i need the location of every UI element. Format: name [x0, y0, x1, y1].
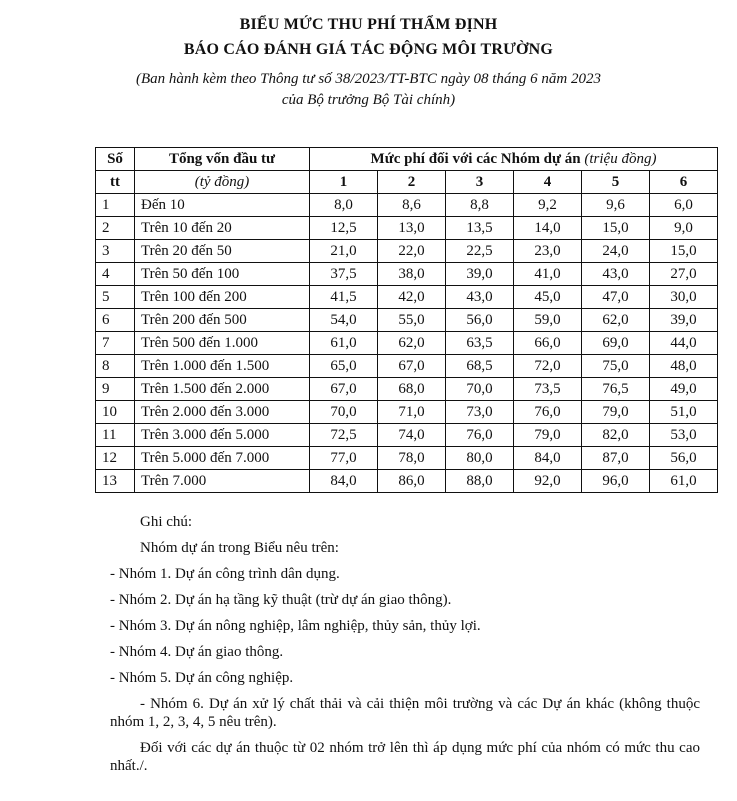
- fee-cell-group-4: 66,0: [514, 332, 582, 355]
- fee-cell-group-4: 79,0: [514, 424, 582, 447]
- table-row: [96, 401, 718, 424]
- header-group-6: 6: [650, 171, 718, 194]
- row-range: Trên 7.000: [135, 470, 310, 493]
- fee-cell-group-6: 49,0: [650, 378, 718, 401]
- header-stt-sub: [96, 171, 135, 194]
- fee-cell-group-1: 77,0: [310, 447, 378, 470]
- fee-cell-group-2: 68,0: [378, 378, 446, 401]
- fee-cell-group-3: 22,5: [446, 240, 514, 263]
- row-stt: 10: [96, 401, 135, 424]
- fee-cell-group-5: 9,6: [582, 194, 650, 217]
- notes-heading: Ghi chú:: [140, 514, 193, 530]
- fee-table-body: [96, 194, 718, 493]
- fee-cell-group-6: 51,0: [650, 401, 718, 424]
- fee-cell-group-2: 42,0: [378, 286, 446, 309]
- table-row: [96, 447, 718, 470]
- fee-cell-group-3: 43,0: [446, 286, 514, 309]
- header-fee-label: Mức phí đối với các Nhóm dự án: [370, 150, 581, 167]
- fee-cell-group-2: 86,0: [378, 470, 446, 493]
- fee-cell-group-3: 56,0: [446, 309, 514, 332]
- fee-cell-group-4: 84,0: [514, 447, 582, 470]
- fee-cell-group-1: 21,0: [310, 240, 378, 263]
- fee-cell-group-3: 68,5: [446, 355, 514, 378]
- fee-cell-group-1: 37,5: [310, 263, 378, 286]
- row-range: Trên 500 đến 1.000: [135, 332, 310, 355]
- fee-cell-group-6: 61,0: [650, 470, 718, 493]
- header-range: [135, 148, 310, 171]
- row-range: Trên 100 đến 200: [135, 286, 310, 309]
- row-stt: 12: [96, 447, 135, 470]
- fee-cell-group-3: 13,5: [446, 217, 514, 240]
- fee-cell-group-1: 8,0: [310, 194, 378, 217]
- fee-cell-group-3: 70,0: [446, 378, 514, 401]
- fee-cell-group-4: 92,0: [514, 470, 582, 493]
- row-stt: 6: [96, 309, 135, 332]
- fee-cell-group-5: 96,0: [582, 470, 650, 493]
- row-stt: 11: [96, 424, 135, 447]
- fee-cell-group-2: 38,0: [378, 263, 446, 286]
- fee-cell-group-1: 67,0: [310, 378, 378, 401]
- header-fee-unit: (triệu đồng): [584, 150, 657, 167]
- header-group-1: 1: [310, 171, 378, 194]
- notes-intro: Nhóm dự án trong Biểu nêu trên:: [140, 540, 339, 556]
- table-row: [96, 470, 718, 493]
- note-group-1: - Nhóm 1. Dự án công trình dân dụng.: [110, 566, 340, 582]
- fee-cell-group-1: 61,0: [310, 332, 378, 355]
- fee-cell-group-4: 73,5: [514, 378, 582, 401]
- table-row: [96, 286, 718, 309]
- fee-cell-group-6: 30,0: [650, 286, 718, 309]
- fee-cell-group-5: 69,0: [582, 332, 650, 355]
- header-fee-groups: [310, 148, 718, 171]
- row-range: Trên 2.000 đến 3.000: [135, 401, 310, 424]
- document-subtitle-line2: của Bộ trưởng Bộ Tài chính): [281, 92, 456, 108]
- row-stt: 7: [96, 332, 135, 355]
- note-group-6: - Nhóm 6. Dự án xử lý chất thải và cải thiện môi trường và các Dự án khác (không thuộc nhóm 1, 2, 3, 4, 5 nêu trên).: [110, 696, 700, 730]
- fee-cell-group-5: 15,0: [582, 217, 650, 240]
- fee-cell-group-5: 82,0: [582, 424, 650, 447]
- row-stt: 8: [96, 355, 135, 378]
- row-stt: 4: [96, 263, 135, 286]
- notes-section: [110, 513, 700, 783]
- row-stt: 2: [96, 217, 135, 240]
- fee-cell-group-6: 6,0: [650, 194, 718, 217]
- header-group-5: 5: [582, 171, 650, 194]
- fee-cell-group-4: 76,0: [514, 401, 582, 424]
- note-group-2: - Nhóm 2. Dự án hạ tầng kỹ thuật (trừ dự án giao thông).: [110, 592, 452, 608]
- fee-cell-group-3: 39,0: [446, 263, 514, 286]
- fee-cell-group-6: 53,0: [650, 424, 718, 447]
- row-range: Trên 200 đến 500: [135, 309, 310, 332]
- fee-cell-group-2: 22,0: [378, 240, 446, 263]
- note-group-3: - Nhóm 3. Dự án nông nghiệp, lâm nghiệp, thủy sản, thủy lợi.: [110, 618, 481, 634]
- fee-cell-group-5: 47,0: [582, 286, 650, 309]
- document-title-line1: BIỂU MỨC THU PHÍ THẨM ĐỊNH: [239, 16, 498, 33]
- header-group-3: 3: [446, 171, 514, 194]
- fee-cell-group-4: 41,0: [514, 263, 582, 286]
- row-range: Trên 20 đến 50: [135, 240, 310, 263]
- fee-cell-group-4: 72,0: [514, 355, 582, 378]
- row-stt: 13: [96, 470, 135, 493]
- row-range: Trên 10 đến 20: [135, 217, 310, 240]
- header-group-4: 4: [514, 171, 582, 194]
- fee-cell-group-2: 62,0: [378, 332, 446, 355]
- fee-cell-group-2: 71,0: [378, 401, 446, 424]
- fee-cell-group-3: 8,8: [446, 194, 514, 217]
- header-group-2: 2: [378, 171, 446, 194]
- fee-cell-group-4: 9,2: [514, 194, 582, 217]
- fee-cell-group-1: 65,0: [310, 355, 378, 378]
- table-row: [96, 309, 718, 332]
- fee-cell-group-4: 23,0: [514, 240, 582, 263]
- fee-cell-group-4: 14,0: [514, 217, 582, 240]
- note-group-5: - Nhóm 5. Dự án công nghiệp.: [110, 670, 294, 686]
- fee-cell-group-3: 73,0: [446, 401, 514, 424]
- fee-cell-group-5: 24,0: [582, 240, 650, 263]
- header-stt-line2: tt: [110, 173, 120, 190]
- header-stt-line1: Số: [107, 150, 123, 167]
- header-range-line2: (tỷ đồng): [194, 173, 250, 190]
- fee-cell-group-2: 8,6: [378, 194, 446, 217]
- table-row: [96, 355, 718, 378]
- row-range: Trên 1.500 đến 2.000: [135, 378, 310, 401]
- fee-cell-group-3: 80,0: [446, 447, 514, 470]
- document-subtitle-line1: (Ban hành kèm theo Thông tư số 38/2023/TT-BTC ngày 08 tháng 6 năm 2023: [136, 71, 601, 87]
- header-stt: [96, 148, 135, 171]
- table-row: [96, 240, 718, 263]
- fee-cell-group-6: 9,0: [650, 217, 718, 240]
- fee-cell-group-1: 84,0: [310, 470, 378, 493]
- fee-cell-group-5: 43,0: [582, 263, 650, 286]
- fee-cell-group-2: 67,0: [378, 355, 446, 378]
- fee-cell-group-2: 13,0: [378, 217, 446, 240]
- fee-cell-group-1: 70,0: [310, 401, 378, 424]
- row-range: Trên 3.000 đến 5.000: [135, 424, 310, 447]
- row-stt: 9: [96, 378, 135, 401]
- fee-cell-group-1: 12,5: [310, 217, 378, 240]
- fee-cell-group-5: 79,0: [582, 401, 650, 424]
- fee-cell-group-6: 27,0: [650, 263, 718, 286]
- fee-cell-group-6: 39,0: [650, 309, 718, 332]
- table-row: [96, 378, 718, 401]
- fee-cell-group-6: 48,0: [650, 355, 718, 378]
- fee-cell-group-1: 72,5: [310, 424, 378, 447]
- table-row: [96, 263, 718, 286]
- fee-cell-group-3: 88,0: [446, 470, 514, 493]
- table-row: [96, 217, 718, 240]
- row-stt: 1: [96, 194, 135, 217]
- fee-cell-group-6: 15,0: [650, 240, 718, 263]
- note-group-4: - Nhóm 4. Dự án giao thông.: [110, 644, 284, 660]
- row-range: Trên 5.000 đến 7.000: [135, 447, 310, 470]
- fee-table: [95, 147, 718, 493]
- fee-cell-group-3: 76,0: [446, 424, 514, 447]
- fee-cell-group-4: 45,0: [514, 286, 582, 309]
- row-range: Trên 50 đến 100: [135, 263, 310, 286]
- fee-cell-group-1: 41,5: [310, 286, 378, 309]
- header-range-sub: [135, 171, 310, 194]
- fee-cell-group-1: 54,0: [310, 309, 378, 332]
- fee-cell-group-2: 74,0: [378, 424, 446, 447]
- fee-cell-group-4: 59,0: [514, 309, 582, 332]
- table-row: [96, 332, 718, 355]
- fee-cell-group-5: 62,0: [582, 309, 650, 332]
- table-row: [96, 194, 718, 217]
- row-stt: 3: [96, 240, 135, 263]
- fee-cell-group-5: 76,5: [582, 378, 650, 401]
- note-final: Đối với các dự án thuộc từ 02 nhóm trở lên thì áp dụng mức phí của nhóm có mức thu cao nhất./.: [110, 740, 700, 774]
- header-range-line1: Tổng vốn đầu tư: [168, 150, 276, 167]
- document-title-line2: BÁO CÁO ĐÁNH GIÁ TÁC ĐỘNG MÔI TRƯỜNG: [183, 41, 554, 58]
- row-range: Đến 10: [135, 194, 310, 217]
- fee-cell-group-2: 78,0: [378, 447, 446, 470]
- fee-cell-group-3: 63,5: [446, 332, 514, 355]
- fee-cell-group-2: 55,0: [378, 309, 446, 332]
- row-stt: 5: [96, 286, 135, 309]
- table-row: [96, 424, 718, 447]
- fee-cell-group-5: 75,0: [582, 355, 650, 378]
- fee-cell-group-6: 44,0: [650, 332, 718, 355]
- row-range: Trên 1.000 đến 1.500: [135, 355, 310, 378]
- fee-cell-group-6: 56,0: [650, 447, 718, 470]
- fee-cell-group-5: 87,0: [582, 447, 650, 470]
